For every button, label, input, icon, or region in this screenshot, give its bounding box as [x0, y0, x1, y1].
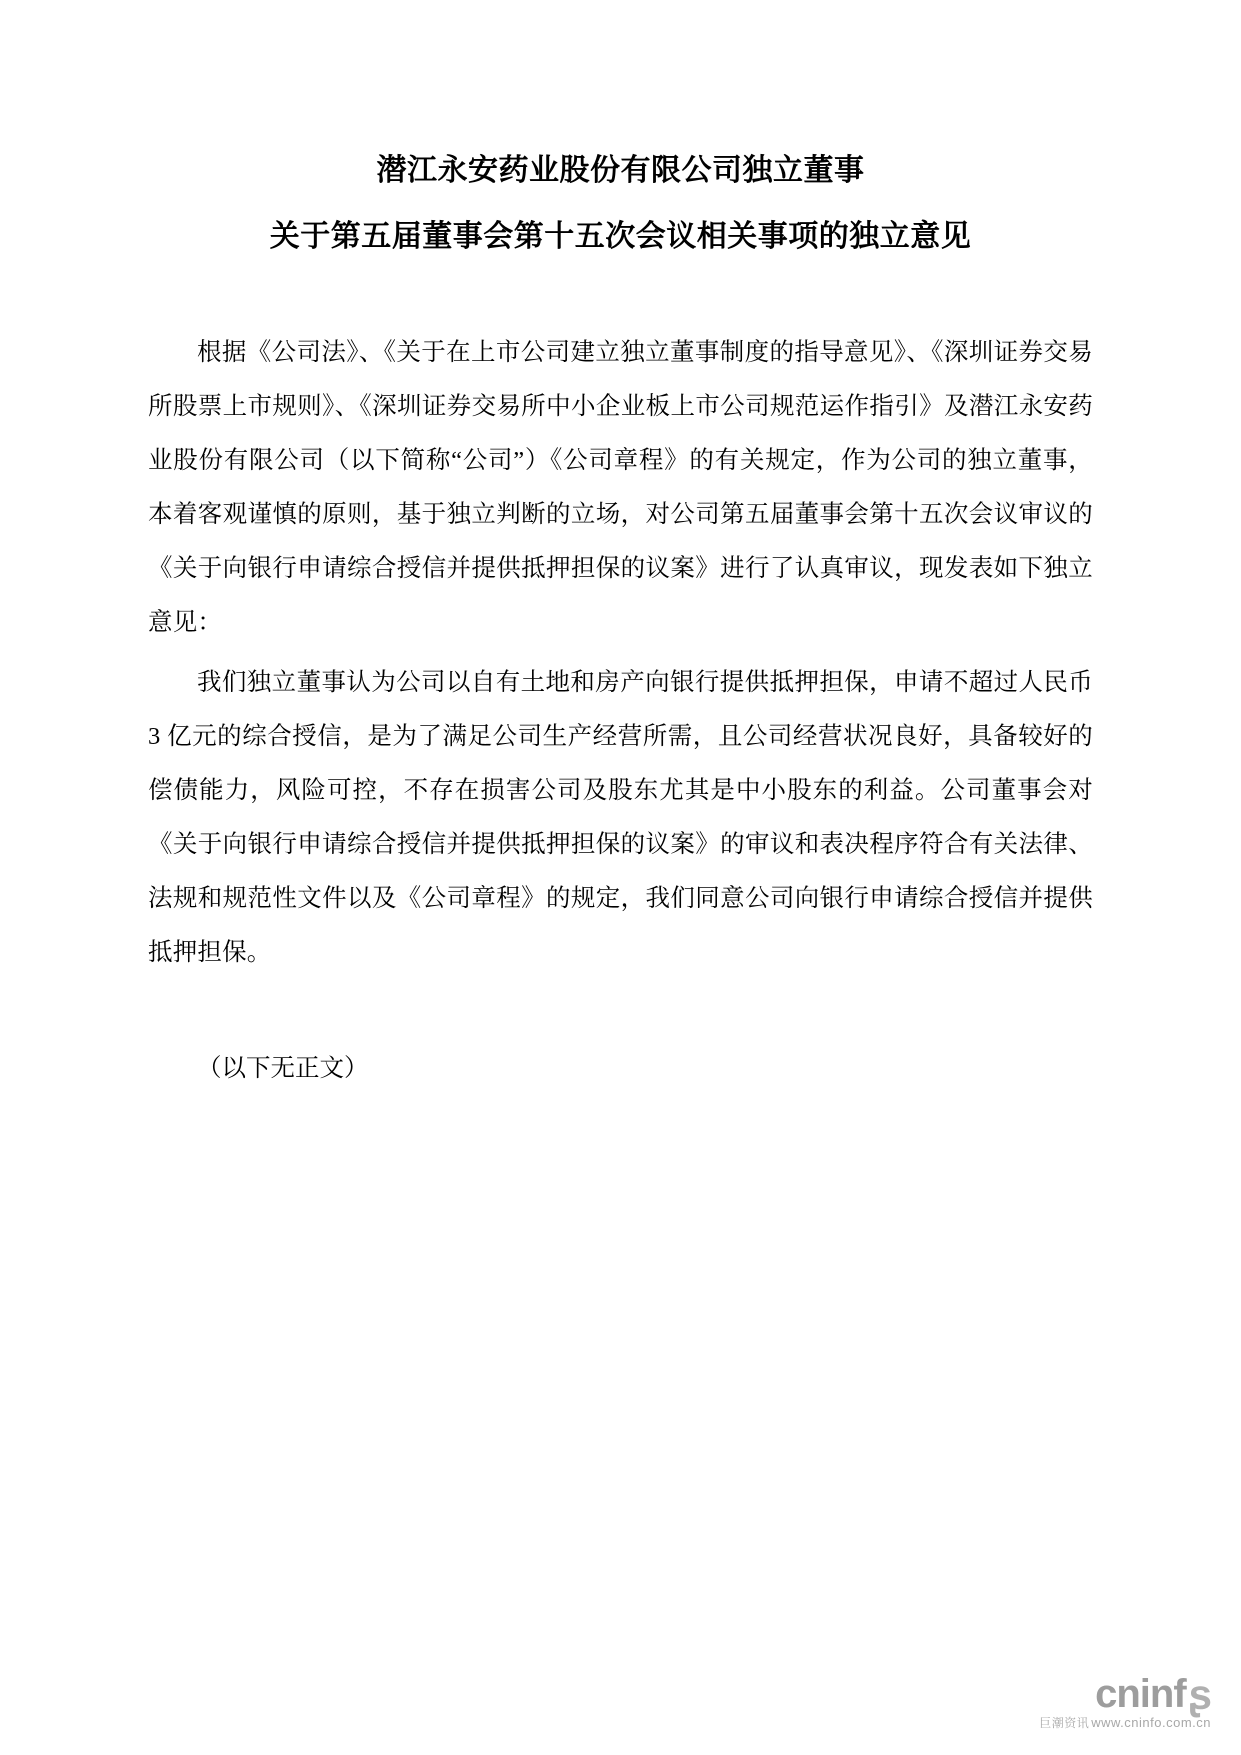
watermark-logo — [1039, 1671, 1211, 1718]
document-title-block — [148, 138, 1093, 270]
title-line-2: 关于第五届董事会第十五次会议相关事项的独立意见 — [269, 220, 972, 253]
cninfo-watermark — [1039, 1671, 1211, 1731]
title-line-1: 潜江永安药业股份有限公司独立董事 — [376, 154, 865, 187]
body-paragraph-1: 根据《公司法》、《关于在上市公司建立独立董事制度的指导意见》、《深圳证券交易所股票上市规则》、《深圳证券交易所中小企业板上市公司规范运作指引》及潜江永安药业股份有限公司（以下简称“公司”）《公司章程》的有关规定，作为公司的独立董事，本着客观谨慎的原则，基于独立判断的立场，对公司第五届董事会第十五次会议审议的《关于向银行申请综合授信并提供抵押担保的议案》进行了认真审议，现发表如下独立意见： — [148, 339, 1093, 636]
watermark-brand-mark: ʂ — [1188, 1671, 1211, 1718]
closing-note: （以下无正文） — [197, 1055, 369, 1082]
watermark-sub-url: www.cninfo.com.cn — [1091, 1715, 1211, 1730]
watermark-sub-cn: 巨潮资讯 — [1039, 1716, 1090, 1730]
watermark-brand: cninf — [1095, 1672, 1186, 1716]
body-paragraph-2: 我们独立董事认为公司以自有土地和房产向银行提供抵押担保，申请不超过人民币 3 亿元的综合授信，是为了满足公司生产经营所需，且公司经营状况良好，具备较好的偿债能力，风险可控，不存在损害公司及股东尤其是中小股东的利益。公司董事会对《关于向银行申请综合授信并提供抵押担保的议案》的审议和表决程序符合有关法律、法规和规范性文件以及《公司章程》的规定，我们同意公司向银行申请综合授信并提供抵押担保。 — [148, 669, 1093, 966]
page-title — [148, 138, 1093, 270]
watermark-subtitle — [1039, 1715, 1211, 1731]
